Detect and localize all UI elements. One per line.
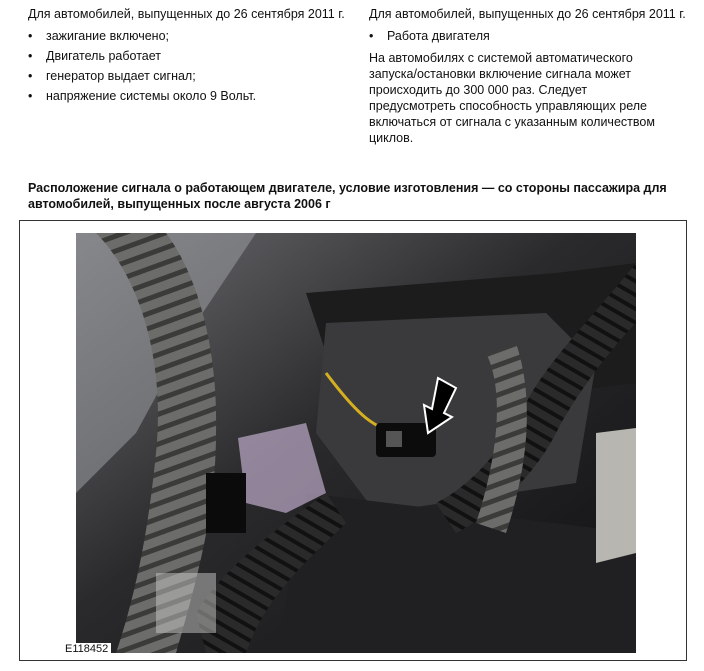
list-item: • зажигание включено; [28,29,170,43]
bullet-icon: • [28,29,33,43]
wiring-photo [76,233,636,653]
figure-id: E118452 [62,643,111,655]
list-item: • генератор выдает сигнал; [28,69,196,83]
right-conditions-list [369,28,699,44]
bullet-icon: • [369,29,374,43]
figure-caption: Расположение сигнала о работающем двигателе, условие изготовления — со стороны пассажира для автомобилей, выпущенных после августа 2006 г [28,181,667,211]
bullet-icon: • [28,89,33,103]
left-conditions-list [28,28,348,104]
left-conditions-column [28,6,348,108]
wiring-photo-illustration [76,233,636,653]
right-conditions-title: Для автомобилей, выпущенных до 26 сентября 2011 г. [369,7,686,21]
bullet-icon: • [28,49,33,63]
list-item: • Двигатель работает [28,49,161,63]
list-item: • напряжение системы около 9 Вольт. [28,89,257,103]
bullet-icon: • [28,69,33,83]
start-stop-note: На автомобилях с системой автоматического запуска/остановки включение сигнала может происходить до 300 000 раз. Следует предусмотреть способность управляющих реле включаться от сигнала с указанным количеством циклов. [369,51,655,145]
right-conditions-column [369,6,699,146]
list-item: • Работа двигателя [369,29,490,43]
left-conditions-title: Для автомобилей, выпущенных до 26 сентября 2011 г. [28,7,345,21]
figure-frame [19,220,687,661]
